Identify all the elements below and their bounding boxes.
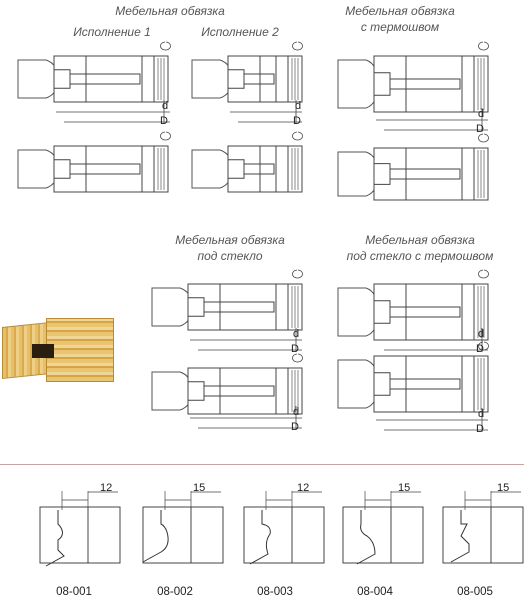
dim-D-3: D bbox=[476, 123, 484, 135]
dim-d-2: d bbox=[295, 100, 302, 112]
dim-D-4: D bbox=[291, 343, 299, 355]
profile-1 bbox=[40, 491, 120, 566]
profile-code-08-004: 08-004 bbox=[357, 586, 393, 598]
heading-glass-1: Мебельная обвязка bbox=[175, 233, 285, 247]
dim-d-3: d bbox=[478, 108, 485, 120]
heading-furniture-frame: Мебельная обвязка bbox=[115, 4, 225, 18]
profile-4 bbox=[343, 491, 423, 564]
dim-D-7: D bbox=[476, 423, 484, 435]
heading-glass-2: под стекло bbox=[197, 249, 263, 263]
dim-d-6: d bbox=[293, 406, 300, 418]
dim-D-6: D bbox=[291, 421, 299, 433]
dim-D-2: D bbox=[293, 115, 301, 127]
profile-2 bbox=[143, 491, 223, 563]
dim-D-5: D bbox=[476, 343, 484, 355]
profile-width-08-003: 12 bbox=[297, 482, 310, 494]
dim-d-1: d bbox=[162, 100, 169, 112]
dim-d-7: d bbox=[478, 408, 485, 420]
dim-D-1: D bbox=[160, 115, 168, 127]
dim-d-4: d bbox=[293, 328, 300, 340]
profile-width-08-005: 15 bbox=[497, 482, 510, 494]
profile-5 bbox=[443, 491, 523, 563]
heading-execution-1: Исполнение 1 bbox=[73, 25, 151, 39]
heading-execution-2: Исполнение 2 bbox=[201, 25, 279, 39]
profile-3 bbox=[244, 491, 324, 564]
profile-code-08-005: 08-005 bbox=[457, 586, 493, 598]
heading-thermo-2: с термошвом bbox=[360, 20, 440, 34]
profile-code-08-003: 08-003 bbox=[257, 586, 293, 598]
profile-width-08-002: 15 bbox=[193, 482, 206, 494]
profile-width-08-004: 15 bbox=[398, 482, 411, 494]
heading-glass-thermo-1: Мебельная обвязка bbox=[365, 233, 475, 247]
heading-glass-thermo-2: под стекло с термошвом bbox=[346, 249, 494, 263]
profile-code-08-001: 08-001 bbox=[56, 586, 92, 598]
profile-width-08-001: 12 bbox=[100, 482, 113, 494]
heading-thermo-1: Мебельная обвязка bbox=[345, 4, 455, 18]
profile-code-08-002: 08-002 bbox=[157, 586, 193, 598]
dim-d-5: d bbox=[478, 328, 485, 340]
